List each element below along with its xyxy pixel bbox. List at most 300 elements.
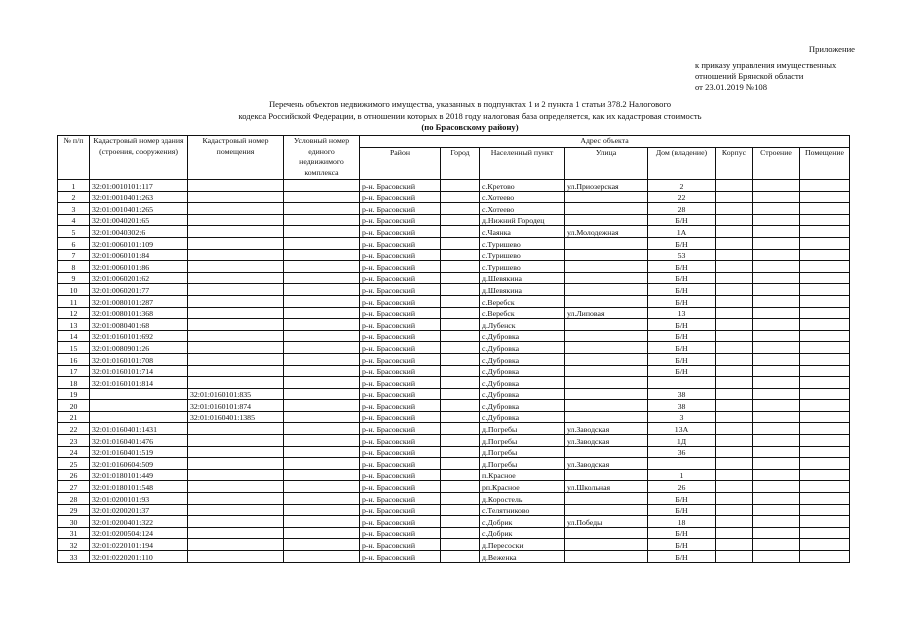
cell-district: р-н. Брасовский	[360, 284, 441, 296]
col-city: Город	[441, 148, 480, 180]
cell-settlement: с.Туришево	[480, 261, 565, 273]
cell-street	[565, 272, 648, 284]
cell-settlement: с.Дубровка	[480, 342, 565, 354]
cell-city	[441, 353, 480, 365]
cell-row-number: 8	[58, 261, 90, 273]
cell-city	[441, 504, 480, 516]
cell-complex-number	[284, 307, 360, 319]
cell-district: р-н. Брасовский	[360, 458, 441, 470]
table-row	[58, 307, 850, 319]
cell-city	[441, 226, 480, 238]
table-row	[58, 319, 850, 331]
cell-structure	[753, 423, 800, 435]
cell-premises-cadastral	[188, 249, 284, 261]
cell-premises-cadastral	[188, 365, 284, 377]
table-row	[58, 481, 850, 493]
cell-room	[800, 319, 850, 331]
cell-district: р-н. Брасовский	[360, 539, 441, 551]
cell-korpus	[716, 516, 753, 528]
cell-premises-cadastral	[188, 237, 284, 249]
cell-room	[800, 377, 850, 389]
cell-row-number: 18	[58, 377, 90, 389]
cell-row-number: 23	[58, 435, 90, 447]
cell-room	[800, 249, 850, 261]
cell-city	[441, 249, 480, 261]
cell-row-number: 7	[58, 249, 90, 261]
table-row	[58, 458, 850, 470]
cell-korpus	[716, 400, 753, 412]
cell-building-cadastral: 32:01:0010101:117	[90, 180, 188, 192]
cell-house-number: 2	[648, 180, 716, 192]
cell-street	[565, 353, 648, 365]
cell-street: ул.Заводская	[565, 458, 648, 470]
cell-city	[441, 435, 480, 447]
cell-premises-cadastral	[188, 319, 284, 331]
cell-row-number: 32	[58, 539, 90, 551]
cell-settlement: с.Дубровка	[480, 388, 565, 400]
cell-street	[565, 388, 648, 400]
cell-korpus	[716, 353, 753, 365]
cell-complex-number	[284, 261, 360, 273]
cell-row-number: 2	[58, 191, 90, 203]
cell-settlement: д.Погребы	[480, 446, 565, 458]
cell-complex-number	[284, 295, 360, 307]
cell-korpus	[716, 319, 753, 331]
cell-house-number: Б/Н	[648, 353, 716, 365]
cell-building-cadastral: 32:01:0040201:65	[90, 214, 188, 226]
cell-building-cadastral: 32:01:0060101:86	[90, 261, 188, 273]
cell-row-number: 4	[58, 214, 90, 226]
cell-house-number: 1	[648, 469, 716, 481]
cell-row-number: 28	[58, 493, 90, 505]
cell-premises-cadastral	[188, 469, 284, 481]
cell-building-cadastral: 32:01:0060101:109	[90, 237, 188, 249]
cell-room	[800, 458, 850, 470]
cell-settlement: д.Погребы	[480, 423, 565, 435]
table-row	[58, 214, 850, 226]
table-row	[58, 365, 850, 377]
cell-building-cadastral: 32:01:0200101:93	[90, 493, 188, 505]
cell-settlement: с.Телятниково	[480, 504, 565, 516]
cell-premises-cadastral	[188, 353, 284, 365]
cell-structure	[753, 400, 800, 412]
cell-building-cadastral: 32:01:0080101:287	[90, 295, 188, 307]
cell-room	[800, 272, 850, 284]
cell-city	[441, 365, 480, 377]
cell-city	[441, 423, 480, 435]
table-row	[58, 423, 850, 435]
cell-building-cadastral: 32:01:0060201:77	[90, 284, 188, 296]
cell-structure	[753, 458, 800, 470]
cell-street	[565, 551, 648, 563]
cell-street	[565, 539, 648, 551]
cell-building-cadastral	[90, 400, 188, 412]
cell-street	[565, 493, 648, 505]
table-row	[58, 284, 850, 296]
cell-street: ул.Школьная	[565, 481, 648, 493]
cell-structure	[753, 388, 800, 400]
cell-korpus	[716, 446, 753, 458]
cell-room	[800, 411, 850, 423]
cell-structure	[753, 272, 800, 284]
cell-room	[800, 539, 850, 551]
cell-city	[441, 180, 480, 192]
cell-house-number: 38	[648, 388, 716, 400]
cell-structure	[753, 330, 800, 342]
cell-street	[565, 446, 648, 458]
cell-house-number	[648, 458, 716, 470]
cell-district: р-н. Брасовский	[360, 342, 441, 354]
cell-street: ул.Заводская	[565, 423, 648, 435]
cell-city	[441, 411, 480, 423]
table-row	[58, 388, 850, 400]
cell-house-number: 28	[648, 203, 716, 215]
cell-premises-cadastral	[188, 539, 284, 551]
col-room: Помещение	[800, 148, 850, 180]
cell-korpus	[716, 527, 753, 539]
cell-room	[800, 261, 850, 273]
cell-korpus	[716, 388, 753, 400]
cell-district: р-н. Брасовский	[360, 214, 441, 226]
cell-room	[800, 493, 850, 505]
cell-row-number: 16	[58, 353, 90, 365]
cell-street	[565, 342, 648, 354]
cell-complex-number	[284, 237, 360, 249]
cell-room	[800, 527, 850, 539]
table-row	[58, 342, 850, 354]
table-row	[58, 539, 850, 551]
cell-room	[800, 237, 850, 249]
cell-city	[441, 319, 480, 331]
table-row	[58, 493, 850, 505]
cell-structure	[753, 237, 800, 249]
cell-settlement: с.Дубровка	[480, 377, 565, 389]
cell-settlement: с.Веребск	[480, 307, 565, 319]
cell-district: р-н. Брасовский	[360, 203, 441, 215]
cell-complex-number	[284, 330, 360, 342]
cell-premises-cadastral	[188, 493, 284, 505]
table-row	[58, 469, 850, 481]
cell-complex-number	[284, 458, 360, 470]
cell-premises-cadastral	[188, 261, 284, 273]
cell-korpus	[716, 481, 753, 493]
cell-house-number: Б/Н	[648, 504, 716, 516]
cell-settlement: д.Шевякина	[480, 284, 565, 296]
cell-structure	[753, 551, 800, 563]
cell-street: ул.Победы	[565, 516, 648, 528]
cell-premises-cadastral	[188, 295, 284, 307]
cell-premises-cadastral	[188, 377, 284, 389]
cell-street: ул.Липовая	[565, 307, 648, 319]
cell-city	[441, 307, 480, 319]
cell-settlement: с.Дубровка	[480, 330, 565, 342]
table-row	[58, 272, 850, 284]
cell-complex-number	[284, 342, 360, 354]
cell-settlement: рп.Красное	[480, 481, 565, 493]
cell-room	[800, 330, 850, 342]
cell-korpus	[716, 284, 753, 296]
cell-building-cadastral	[90, 411, 188, 423]
cell-complex-number	[284, 388, 360, 400]
cell-city	[441, 481, 480, 493]
cell-district: р-н. Брасовский	[360, 400, 441, 412]
cell-korpus	[716, 261, 753, 273]
cell-house-number: Б/Н	[648, 527, 716, 539]
cell-korpus	[716, 307, 753, 319]
cell-premises-cadastral	[188, 527, 284, 539]
table-row	[58, 435, 850, 447]
cell-structure	[753, 180, 800, 192]
cell-room	[800, 295, 850, 307]
cell-building-cadastral: 32:01:0160401:1431	[90, 423, 188, 435]
cell-korpus	[716, 330, 753, 342]
col-address: Адрес объекта	[360, 136, 850, 148]
cell-district: р-н. Брасовский	[360, 249, 441, 261]
cell-complex-number	[284, 539, 360, 551]
cell-street: ул.Приозерская	[565, 180, 648, 192]
cell-house-number: 22	[648, 191, 716, 203]
table-row	[58, 191, 850, 203]
cell-district: р-н. Брасовский	[360, 226, 441, 238]
cell-complex-number	[284, 469, 360, 481]
cell-street	[565, 527, 648, 539]
cell-street	[565, 191, 648, 203]
cell-house-number: Б/Н	[648, 284, 716, 296]
cell-complex-number	[284, 319, 360, 331]
cell-structure	[753, 295, 800, 307]
table-row	[58, 237, 850, 249]
cell-building-cadastral: 32:01:0180101:548	[90, 481, 188, 493]
cell-street: ул.Заводская	[565, 435, 648, 447]
cell-complex-number	[284, 249, 360, 261]
cell-building-cadastral: 32:01:0200401:322	[90, 516, 188, 528]
cell-premises-cadastral	[188, 423, 284, 435]
cell-room	[800, 551, 850, 563]
cell-street	[565, 400, 648, 412]
cell-complex-number	[284, 435, 360, 447]
cell-row-number: 21	[58, 411, 90, 423]
cell-row-number: 22	[58, 423, 90, 435]
cell-building-cadastral: 32:01:0160101:814	[90, 377, 188, 389]
table-row	[58, 261, 850, 273]
cell-complex-number	[284, 191, 360, 203]
cell-house-number: 1Д	[648, 435, 716, 447]
cell-building-cadastral: 32:01:0160101:692	[90, 330, 188, 342]
cell-room	[800, 481, 850, 493]
title-line-1: Перечень объектов недвижимого имущества, указанных в подпунктах 1 и 2 пункта 1 статьи 378.2 Налогового	[268, 99, 672, 109]
col-settlement: Населенный пункт	[480, 148, 565, 180]
cell-building-cadastral: 32:01:0200504:124	[90, 527, 188, 539]
cell-city	[441, 237, 480, 249]
cell-premises-cadastral	[188, 504, 284, 516]
cell-premises-cadastral	[188, 307, 284, 319]
cell-premises-cadastral	[188, 435, 284, 447]
cell-building-cadastral: 32:01:0160101:714	[90, 365, 188, 377]
cell-house-number: Б/Н	[648, 342, 716, 354]
cell-row-number: 11	[58, 295, 90, 307]
cell-complex-number	[284, 272, 360, 284]
cell-room	[800, 446, 850, 458]
cell-structure	[753, 261, 800, 273]
cell-street	[565, 504, 648, 516]
cell-settlement: д.Коростель	[480, 493, 565, 505]
cell-korpus	[716, 377, 753, 389]
col-num: № п/п	[58, 136, 90, 180]
table-row	[58, 527, 850, 539]
cell-room	[800, 365, 850, 377]
cell-row-number: 26	[58, 469, 90, 481]
order-reference	[695, 44, 855, 93]
cell-settlement: с.Туришево	[480, 237, 565, 249]
cell-district: р-н. Брасовский	[360, 377, 441, 389]
cell-korpus	[716, 504, 753, 516]
title-district: (по Брасовскому району)	[421, 122, 519, 132]
cell-street	[565, 237, 648, 249]
cell-room	[800, 353, 850, 365]
cell-structure	[753, 469, 800, 481]
cell-premises-cadastral	[188, 516, 284, 528]
cell-korpus	[716, 365, 753, 377]
cell-settlement: с.Чаянка	[480, 226, 565, 238]
cell-structure	[753, 307, 800, 319]
cell-premises-cadastral	[188, 481, 284, 493]
cell-korpus	[716, 469, 753, 481]
cell-district: р-н. Брасовский	[360, 353, 441, 365]
cell-room	[800, 342, 850, 354]
cell-structure	[753, 446, 800, 458]
cell-street	[565, 377, 648, 389]
cell-structure	[753, 504, 800, 516]
cell-structure	[753, 527, 800, 539]
cell-complex-number	[284, 214, 360, 226]
cell-city	[441, 469, 480, 481]
cell-room	[800, 180, 850, 192]
cell-structure	[753, 377, 800, 389]
cell-korpus	[716, 411, 753, 423]
cell-building-cadastral: 32:01:0060101:84	[90, 249, 188, 261]
cell-street	[565, 469, 648, 481]
col-building: Кадастровый номер здания (строения, сооружения)	[90, 136, 188, 180]
cell-city	[441, 191, 480, 203]
cell-premises-cadastral	[188, 342, 284, 354]
cell-city	[441, 527, 480, 539]
cell-complex-number	[284, 504, 360, 516]
cell-room	[800, 226, 850, 238]
cell-settlement: с.Туришево	[480, 249, 565, 261]
cell-house-number: 53	[648, 249, 716, 261]
cell-room	[800, 423, 850, 435]
cell-premises-cadastral	[188, 214, 284, 226]
cell-settlement: с.Дубровка	[480, 400, 565, 412]
cell-district: р-н. Брасовский	[360, 295, 441, 307]
cell-row-number: 29	[58, 504, 90, 516]
cell-complex-number	[284, 203, 360, 215]
cell-structure	[753, 435, 800, 447]
appendix-label: Приложение	[808, 44, 855, 54]
col-premises: Кадастровый номер помещения	[188, 136, 284, 180]
cell-settlement: с.Добрик	[480, 516, 565, 528]
cell-house-number: 38	[648, 400, 716, 412]
cell-row-number: 30	[58, 516, 90, 528]
cell-house-number: Б/Н	[648, 237, 716, 249]
cell-row-number: 24	[58, 446, 90, 458]
cell-korpus	[716, 539, 753, 551]
cell-settlement: д.Погребы	[480, 458, 565, 470]
cell-settlement: д.Погребы	[480, 435, 565, 447]
cell-structure	[753, 214, 800, 226]
cell-room	[800, 284, 850, 296]
table-body	[58, 180, 850, 563]
cell-room	[800, 191, 850, 203]
cell-building-cadastral: 32:01:0010401:265	[90, 203, 188, 215]
cell-district: р-н. Брасовский	[360, 481, 441, 493]
cell-settlement: с.Хотеево	[480, 191, 565, 203]
cell-house-number: 13А	[648, 423, 716, 435]
table-row	[58, 180, 850, 192]
cell-row-number: 3	[58, 203, 90, 215]
cell-house-number: Б/Н	[648, 214, 716, 226]
cell-premises-cadastral	[188, 551, 284, 563]
cell-premises-cadastral	[188, 284, 284, 296]
col-structure: Строение	[753, 148, 800, 180]
table-row	[58, 203, 850, 215]
cell-district: р-н. Брасовский	[360, 388, 441, 400]
cell-building-cadastral: 32:01:0080901:26	[90, 342, 188, 354]
cell-district: р-н. Брасовский	[360, 411, 441, 423]
cell-korpus	[716, 180, 753, 192]
cell-settlement: п.Красное	[480, 469, 565, 481]
col-house: Дом (владение)	[648, 148, 716, 180]
cell-district: р-н. Брасовский	[360, 365, 441, 377]
cell-structure	[753, 365, 800, 377]
col-street: Улица	[565, 148, 648, 180]
cell-structure	[753, 249, 800, 261]
cell-house-number: Б/Н	[648, 319, 716, 331]
cell-house-number: 26	[648, 481, 716, 493]
cell-complex-number	[284, 516, 360, 528]
cell-city	[441, 446, 480, 458]
cell-premises-cadastral	[188, 330, 284, 342]
cell-row-number: 15	[58, 342, 90, 354]
cell-room	[800, 504, 850, 516]
cell-korpus	[716, 342, 753, 354]
cell-city	[441, 551, 480, 563]
cell-district: р-н. Брасовский	[360, 446, 441, 458]
cell-row-number: 20	[58, 400, 90, 412]
cell-complex-number	[284, 284, 360, 296]
cell-district: р-н. Брасовский	[360, 493, 441, 505]
cell-row-number: 13	[58, 319, 90, 331]
cell-row-number: 9	[58, 272, 90, 284]
cell-premises-cadastral	[188, 203, 284, 215]
cell-house-number: 3	[648, 411, 716, 423]
cell-street	[565, 261, 648, 273]
table-row	[58, 249, 850, 261]
cell-house-number	[648, 377, 716, 389]
cell-room	[800, 214, 850, 226]
cell-complex-number	[284, 377, 360, 389]
cell-building-cadastral: 32:01:0220101:194	[90, 539, 188, 551]
cell-structure	[753, 353, 800, 365]
cell-building-cadastral: 32:01:0160401:519	[90, 446, 188, 458]
cell-korpus	[716, 203, 753, 215]
cell-house-number: 1А	[648, 226, 716, 238]
cell-city	[441, 330, 480, 342]
cell-district: р-н. Брасовский	[360, 527, 441, 539]
cell-row-number: 31	[58, 527, 90, 539]
cell-row-number: 12	[58, 307, 90, 319]
cell-district: р-н. Брасовский	[360, 180, 441, 192]
